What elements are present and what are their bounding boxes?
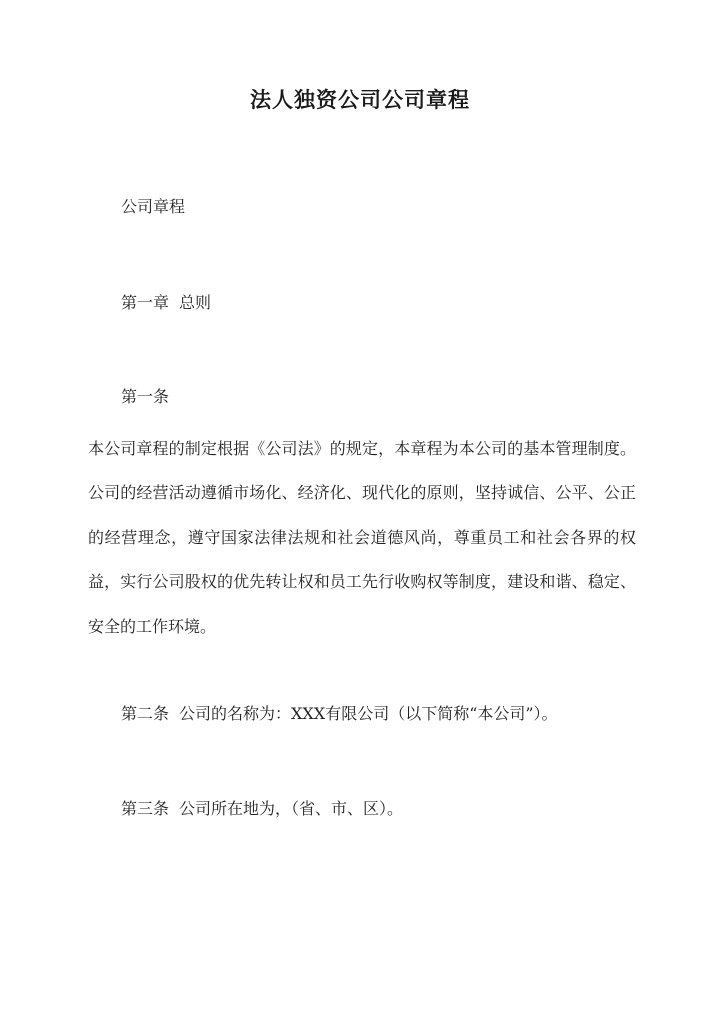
article-3: [121, 798, 403, 820]
article-3-number: 第三条: [121, 799, 170, 818]
chapter-heading: [121, 292, 211, 314]
chapter-number: 第一章: [121, 293, 170, 312]
article-2: [121, 703, 558, 725]
article-2-text: 公司的名称为：XXX有限公司（以下简称“本公司”）。: [179, 704, 558, 723]
article-3-text: 公司所在地为，（省、市、区）。: [179, 799, 404, 818]
chapter-name: 总则: [179, 293, 212, 312]
document-title: 法人独资公司公司章程: [250, 87, 470, 112]
article-2-number: 第二条: [121, 704, 170, 723]
article-1-text: 本公司章程的制定根据《公司法》的规定，本章程为本公司的基本管理制度。公司的经营活动遵循市场化、经济化、现代化的原则，坚持诚信、公平、公正的经营理念，遵守国家法律法规和社会道德风尚，尊重员工和社会各界的权益，实行公司股权的优先转让权和员工先行收购权等制度，建设和谐、稳定、安全的工作环境。: [88, 439, 636, 636]
document-subtitle: 公司章程: [121, 197, 186, 216]
article-1-number: 第一条: [121, 387, 170, 406]
